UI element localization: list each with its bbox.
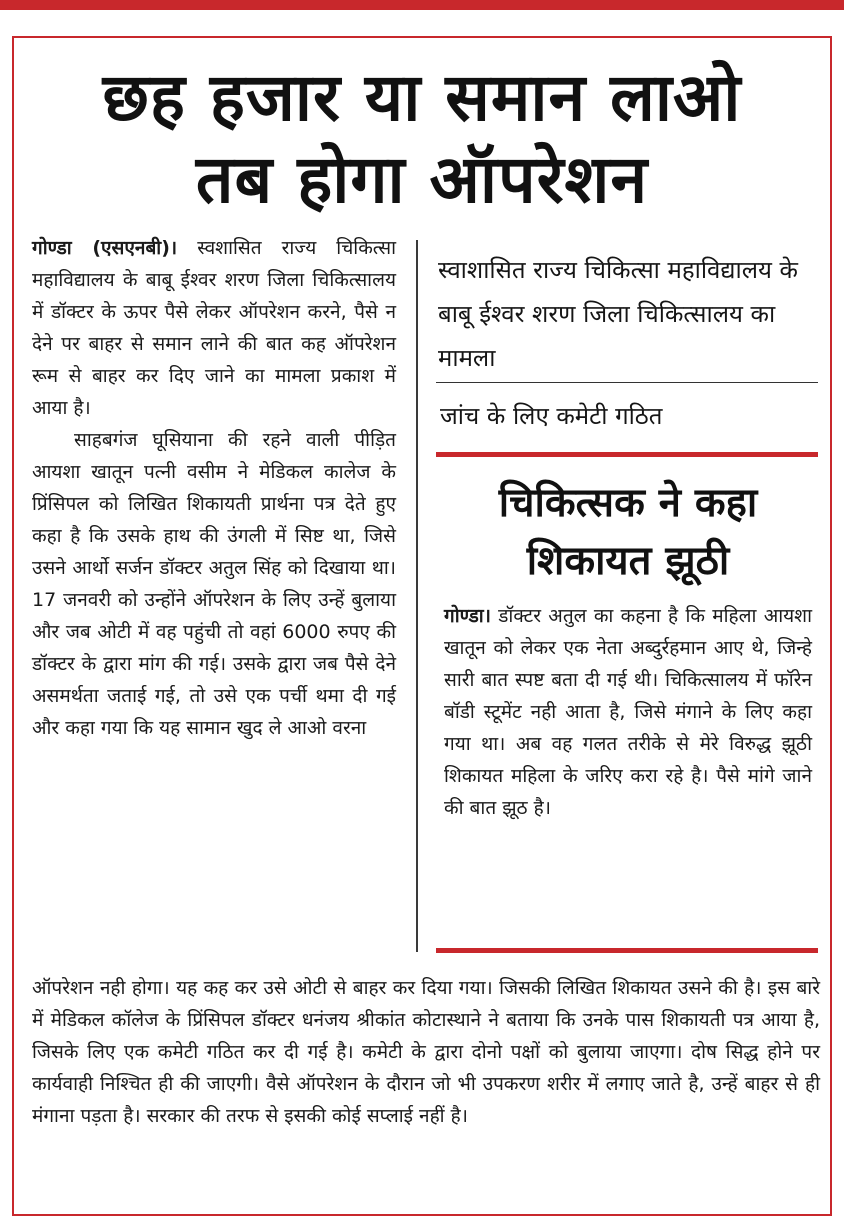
sidebar-red-rule-bottom (436, 948, 818, 953)
sidebar-headline: चिकित्सक ने कहा शिकायत झूठी (498, 480, 758, 584)
sidebar-red-rule-top (436, 452, 818, 457)
kicker-divider (436, 382, 818, 383)
article-paragraph-1 (32, 232, 396, 424)
column-divider (416, 240, 418, 952)
article-paragraph-2: साहबगंज घूसियाना की रहने वाली पीड़ित आयशा खातून पत्नी वसीम ने मेडिकल कालेज के प्रिंसिपल को लिखित शिकायती प्रार्थना पत्र देते हुए कहा है कि उसके हाथ की उंगली में सिष्ट था, जिसे उसने आर्थो सर्जन डॉक्टर अतुल सिंह को दिखाया था। 17 जनवरी को उन्होंने ऑपरेशन के लिए उन्हें बुलाया और जब ओटी में वह पहुंची तो वहां 6000 रुपए की डॉक्टर के द्वारा मांग की गई। उसके द्वारा जब पैसे देने असमर्थता जताई गई, तो उसे एक पर्ची थमा दी गई और कहा गया कि यह सामान खुद ले आओ वरना (32, 429, 396, 739)
headline-line-1: छह हजार या समान लाओ (102, 59, 742, 136)
article-dateline: गोण्डा (एसएनबी)। (32, 237, 178, 259)
headline-line-2: तब होगा ऑपरेशन (195, 141, 649, 218)
sidebar-kicker: स्वाशासित राज्य चिकित्सा महाविद्यालय के बाबू ईश्वर शरण जिला चिकित्सालय का मामला (438, 256, 798, 372)
article-paragraph-1-text: स्वशासित राज्य चिकित्सा महाविद्यालय के बाबू ईश्वर शरण जिला चिकित्सालय में डॉक्टर के ऊपर पैसे लेकर ऑपरेशन करने, पैसे न देने पर बाहर से समान लाने की बात कह ऑपरेशन रूम से बाहर कर दिए जाने का मामला प्रकाश में आया है। (32, 237, 396, 419)
main-article-column (32, 232, 396, 744)
sidebar-dateline: गोण्डा। (444, 605, 491, 627)
top-red-bar (0, 0, 844, 10)
article-continuation: ऑपरेशन नही होगा। यह कह कर उसे ओटी से बाहर कर दिया गया। जिसकी लिखित शिकायत उसने की है। इस बारे में मेडिकल कॉलेज के प्रिंसिपल डॉक्टर धनंजय श्रीकांत कोटास्थाने ने बताया कि उनके पास शिकायती पत्र आया है, जिसके लिए एक कमेटी गठित कर दी गई है। कमेटी के द्वारा दोनो पक्षों को बुलाया जाएगा। दोष सिद्ध होने पर कार्यवाही निश्चित ही की जाएगी। वैसे ऑपरेशन के दौरान जो भी उपकरण शरीर में लगाए जाते है, उन्हें बाहर से ही मंगाना पड़ता है। सरकार की तरफ से इसकी कोई सप्लाई नहीं है। (32, 977, 820, 1127)
sidebar-body (444, 600, 812, 824)
sidebar-body-text: डॉक्टर अतुल का कहना है कि महिला आयशा खातून को लेकर एक नेता अब्दुर्रहमान आए थे, जिन्हे सारी बात स्पष्ट बता दी गई थी। चिकित्सालय में फॉरेन बॉडी स्टूमेंट नही आता है, जिसे मंगाने के लिए कहा गया था। अब वह गलत तरीके से मेरे विरुद्ध झूठी शिकायत महिला के जरिए करा रहे है। पैसे मांगे जाने की बात झूठ है। (444, 605, 812, 819)
sidebar-subkicker: जांच के लिए कमेटी गठित (440, 402, 663, 430)
